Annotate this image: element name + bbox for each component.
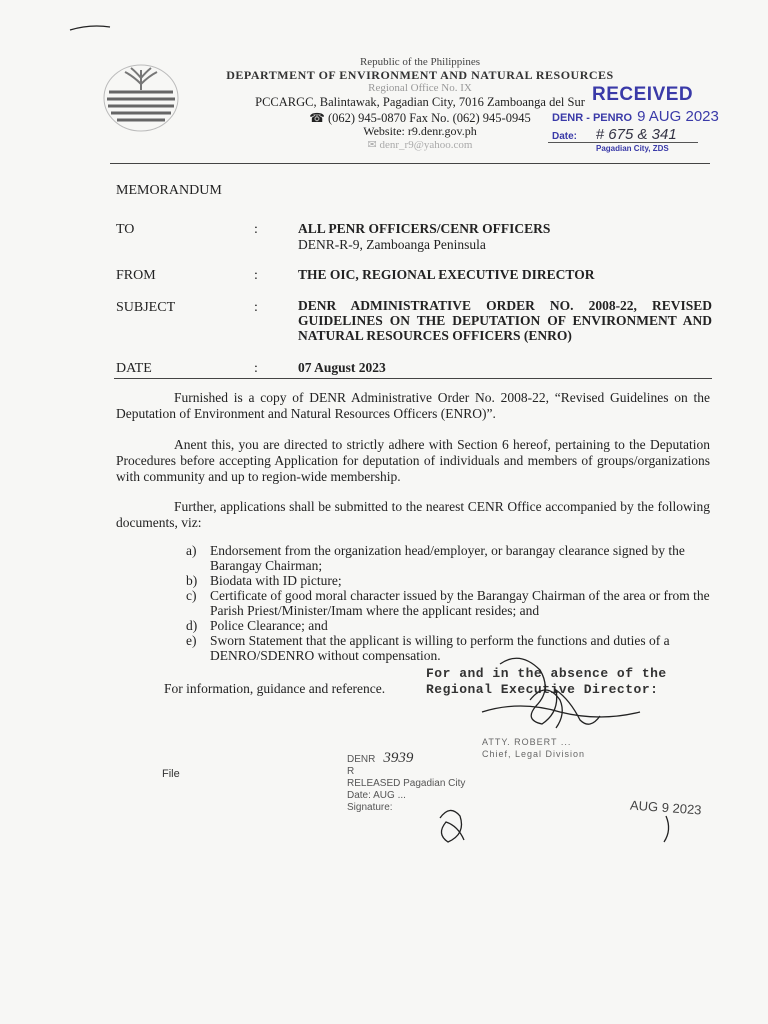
list-item	[186, 633, 716, 663]
from-value: THE OIC, REGIONAL EXECUTIVE DIRECTOR	[298, 267, 595, 282]
stamp-title: RECEIVED	[592, 84, 694, 105]
header-address: PCCARGC, Balintawak, Pagadian City, 7016 Zamboanga del Sur	[255, 95, 585, 109]
date-label: DATE	[116, 361, 152, 376]
stamp-date-label: Date:	[552, 131, 578, 142]
header-website: Website: r9.denr.gov.ph	[363, 124, 477, 138]
header-republic: Republic of the Philippines	[359, 56, 481, 68]
list-marker: c)	[186, 588, 197, 603]
list-text: Biodata with ID picture;	[210, 573, 342, 588]
stamp-rule	[548, 142, 698, 143]
list-item	[186, 543, 716, 573]
to-colon: :	[254, 222, 258, 237]
stamp-office: DENR - PENRO	[552, 112, 633, 124]
date-colon: :	[254, 361, 258, 376]
body-paragraph-2: Anent this, you are directed to strictly adhere with Section 6 hereof, pertaining to the Deputation Procedures before accepting Application for deputation of individuals and members of groups/organizations with community and up to region-wide membership.	[116, 437, 710, 484]
header-region: Regional Office No. IX	[368, 82, 472, 94]
from-colon: :	[254, 268, 258, 283]
stamp-date: 9 AUG 2023	[637, 108, 719, 125]
subject-value: DENR ADMINISTRATIVE ORDER NO. 2008-22, REVISED GUIDELINES ON THE DEPUTATION OF ENVIRONMENT AND NATURAL RESOURCES OFFICERS (ENRO)	[298, 298, 712, 343]
header-email: ✉ denr_r9@yahoo.com	[367, 139, 473, 151]
release-line-3: RELEASED Pagadian City	[347, 778, 466, 789]
subject-colon: :	[254, 300, 258, 315]
date-value: 07 August 2023	[298, 360, 386, 375]
list-item	[186, 588, 716, 618]
to-label: TO	[116, 222, 135, 237]
signatory-position: Chief, Legal Division	[482, 749, 586, 759]
header-department: DEPARTMENT OF ENVIRONMENT AND NATURAL RESOURCES	[226, 68, 614, 82]
list-text: Police Clearance; and	[210, 618, 328, 633]
memo-divider	[114, 378, 712, 379]
stamp-location: Pagadian City, ZDS	[596, 144, 669, 153]
release-line-2: R	[347, 766, 355, 777]
list-marker: b)	[186, 573, 198, 588]
release-date: Date: AUG ...	[347, 790, 406, 801]
from-label: FROM	[116, 268, 156, 283]
to-office: DENR-R-9, Zamboanga Peninsula	[298, 237, 486, 252]
list-item	[186, 573, 716, 588]
handwritten-date: AUG 9 2023	[629, 797, 702, 818]
received-stamp	[548, 84, 728, 160]
list-item	[186, 618, 716, 633]
subject-label: SUBJECT	[116, 300, 176, 315]
memo-heading: MEMORANDUM	[116, 183, 222, 198]
documents-list	[186, 543, 716, 663]
release-office: DENR	[347, 754, 376, 765]
file-label: File	[162, 768, 180, 780]
body-paragraph-1: Furnished is a copy of DENR Administrative Order No. 2008-22, “Revised Guidelines on the Deputation of Environment and Natural Resources Officers (ENRO)”.	[116, 390, 710, 421]
release-signature: Signature:	[347, 802, 393, 813]
signature-authority-line-1: For and in the absence of the	[426, 666, 667, 681]
signatory	[482, 736, 585, 760]
signatory-name: ATTY. ROBERT ...	[482, 737, 572, 747]
release-number: 3939	[383, 750, 414, 766]
header-divider	[110, 163, 710, 164]
stamp-office-line	[552, 108, 719, 125]
to-recipients: ALL PENR OFFICERS/CENR OFFICERS	[298, 221, 551, 236]
closing-line: For information, guidance and reference.	[164, 681, 386, 696]
list-text: Endorsement from the organization head/employer, or barangay clearance signed by the Barangay Chairman;	[210, 543, 685, 573]
body-paragraph-3: Further, applications shall be submitted to the nearest CENR Office accompanied by the following documents, viz:	[116, 499, 710, 530]
header-phone: ☎ (062) 945-0870 Fax No. (062) 945-0945	[309, 111, 531, 125]
stamp-number-line	[552, 126, 677, 143]
signature-authority-line-2: Regional Executive Director:	[426, 682, 659, 697]
denr-logo	[103, 64, 179, 132]
release-stamp	[347, 752, 465, 814]
list-marker: e)	[186, 633, 197, 648]
list-text: Sworn Statement that the applicant is willing to perform the functions and duties of a DENRO/SDENRO without compensation.	[210, 633, 670, 663]
stamp-number: # 675 & 341	[595, 126, 677, 143]
list-text: Certificate of good moral character issued by the Barangay Chairman of the area or from the Parish Priest/Minister/Imam where the applicant resides; and	[210, 588, 710, 618]
signature-authority	[426, 666, 667, 698]
list-marker: d)	[186, 618, 198, 633]
list-marker: a)	[186, 543, 197, 558]
